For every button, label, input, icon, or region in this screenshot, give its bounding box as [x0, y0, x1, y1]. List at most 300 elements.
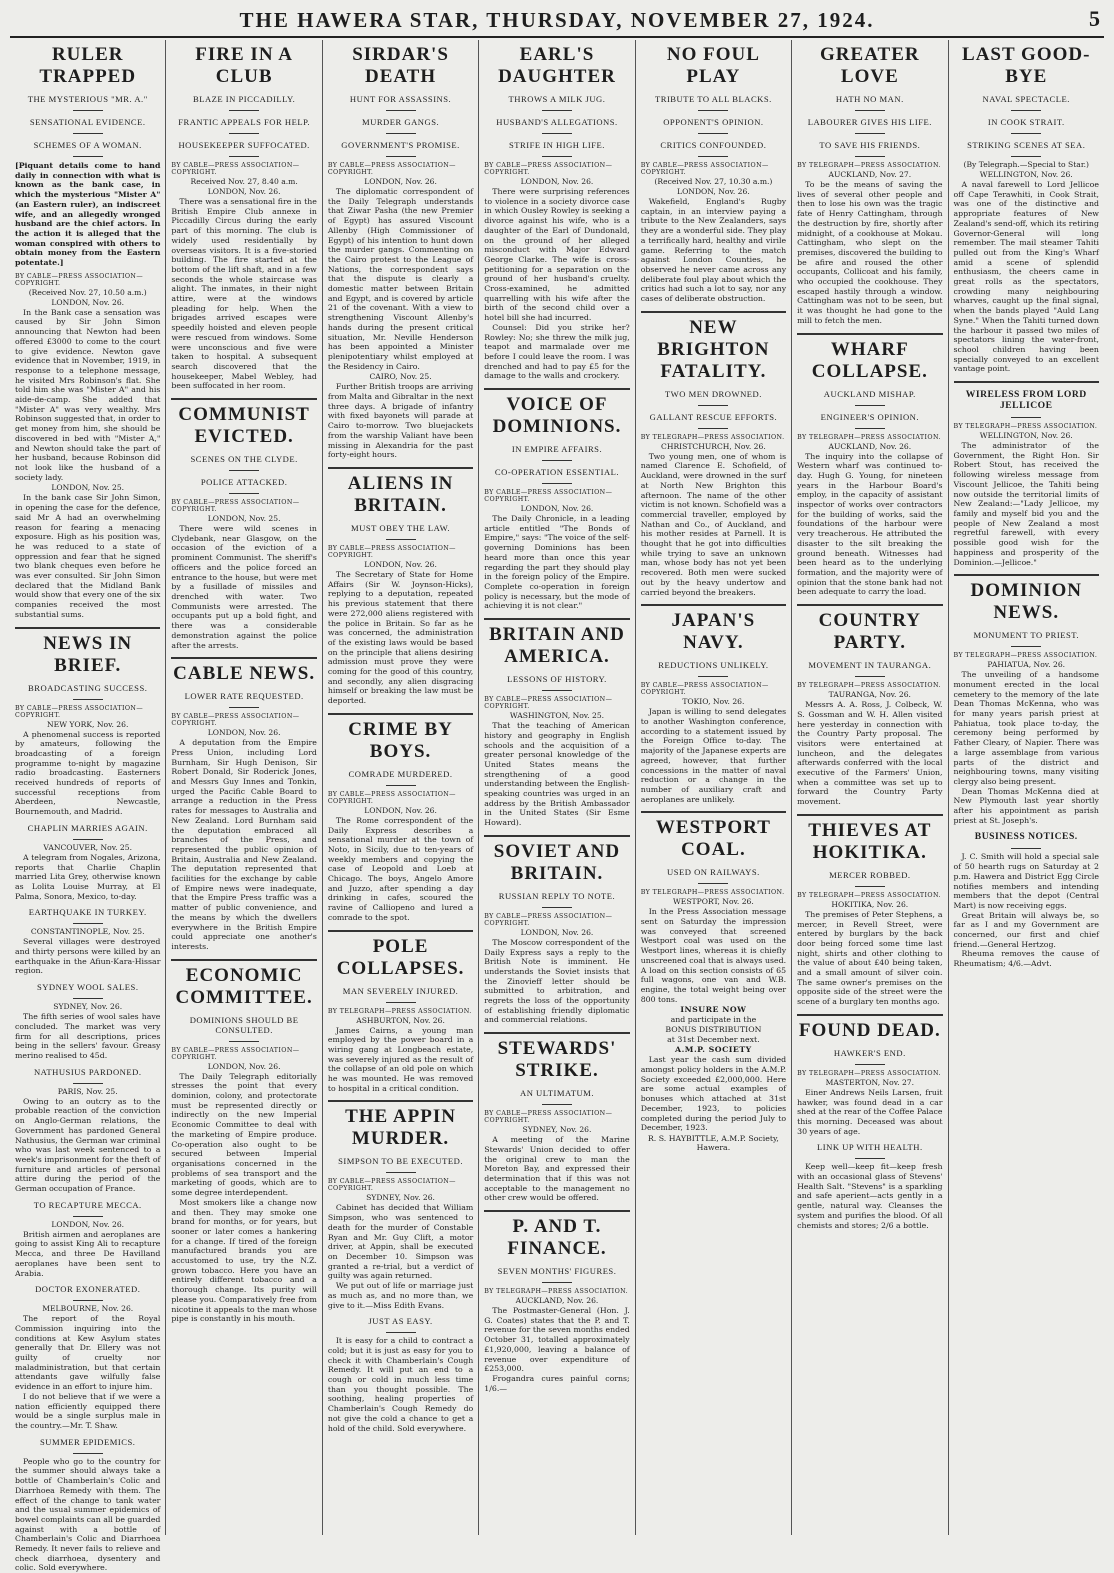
article-subhead: THROWS A MILK JUG. [508, 94, 606, 104]
column-rule [641, 811, 786, 813]
article-subhead: TRIBUTE TO ALL BLACKS. [654, 94, 772, 104]
article-subhead: RUSSIAN REPLY TO NOTE. [498, 890, 616, 901]
article-paragraph: Cabinet has decided that William Simpson, who was sentenced to death for the murder of Constable Ryan and Mr. Guy Clift, a motor driver, at Appin, shall be executed on December 10. Simpson was granted a re-trial, but a verdict of guilty was again returned. [327, 1203, 474, 1281]
article-paragraph: The Rome correspondent of the Daily Express describes a sensational murder at the town of Noto, in Sicily, due to ten-years of weekly members and copying the case of Leopold and Loeb at Chicago. The boys, Angelo Amore and Juzzo, after spending a day drinking in cafes, scoured the ravine of Calliopeno and lured a comrade to the spot. [327, 815, 474, 922]
short-rule [386, 539, 416, 540]
article-subhead: MAN SEVERELY INJURED. [342, 985, 459, 996]
article-subhead: OPPONENT'S OPINION. [663, 117, 764, 127]
article-headline: NEW BRIGHTON FATALITY. [657, 316, 770, 382]
dateline: BY CABLE—PRESS ASSOCIATION—COPYRIGHT. [327, 1178, 456, 1193]
article-paragraph: The administrator of the Government, the Right Hon. Sir Robert Stout, has received the following wireless message from Viscount Jellicoe, the Tahiti being now outside the territorial limits of New Zealand:—"Lady Jellicoe, my family and myself bid you and the people of New Zealand a most regretful farewell, with every possible good wish for the happiness and prosperity of the Dominion.—Jellicoe." [953, 441, 1099, 567]
dateline: BY TELEGRAPH—PRESS ASSOCIATION. [797, 433, 941, 441]
short-rule [698, 110, 728, 111]
short-rule [73, 110, 103, 111]
article-paragraph: It is easy for a child to contract a cold; but it is just as easy for you to check it with Chamberlain's Cough Remedy. It will put an end to a cough or cold in much less time than you thought possible. The soothing, healing properties of Chamberlain's Cough Remedy do not give the cold a chance to get a hold of the child. Sold everywhere. [327, 1336, 474, 1433]
dateline-place: Received Nov. 27, 8.40 a.m. [190, 177, 298, 186]
dateline: BY TELEGRAPH—PRESS ASSOCIATION. [484, 1288, 629, 1296]
article-subhead: MOVEMENT IN TAURANGA. [808, 660, 932, 671]
article-subhead: SCHEMES OF A WOMAN. [33, 140, 142, 150]
column-rule [954, 574, 1099, 576]
article-subhead: FRANTIC APPEALS FOR HELP. [178, 117, 311, 127]
dateline-place: LONDON, Nov. 26. [520, 927, 594, 937]
short-rule [229, 707, 259, 708]
dateline: BY CABLE—PRESS ASSOCIATION—COPYRIGHT. [327, 544, 456, 559]
article-subhead: AUCKLAND MISHAP. [823, 388, 916, 399]
short-rule [386, 133, 416, 134]
article-subhead: SYDNEY WOOL SALES. [36, 982, 139, 993]
column-6 [791, 40, 947, 1535]
short-rule [542, 110, 572, 111]
dateline: BY TELEGRAPH—PRESS ASSOCIATION. [327, 1007, 472, 1015]
column-5 [635, 40, 791, 1535]
article-paragraph: British airmen and aeroplanes are going to assist King Ali to recapture Mecca, and three De Havilland aeroplanes have been sent to Arabia. [15, 1229, 161, 1278]
article-headline: BRITAIN AND AMERICA. [489, 624, 625, 668]
short-rule [855, 110, 885, 111]
dateline-place: CAIRO, Nov. 25. [369, 372, 432, 382]
article-paragraph: The Postmaster-General (Hon. J. G. Coates) states that the P. and T. revenue for the seven months ended October 31, totalled approximately £1,920,000, leaving a balance of revenue over expenditure of £253,000. [484, 1306, 630, 1374]
column-4 [478, 40, 634, 1535]
short-rule [542, 460, 572, 461]
article-paragraph: That the teaching of American history and geography in English schools and the acquisition of a greater personal knowledge of the United States means the strengthening of a good understanding between the English-speaking countries was urged in an address by the British Ambassador in the United States (Sir Esme Howard). [484, 721, 630, 828]
dateline-place: AUCKLAND, Nov. 26. [515, 1296, 599, 1306]
article-headline: VOICE OF DOMINIONS. [492, 394, 622, 438]
article-subhead: TO RECAPTURE MECCA. [33, 1199, 142, 1210]
column-2 [165, 40, 321, 1535]
article-headline: FOUND DEAD. [798, 1019, 941, 1041]
article-paragraph: A meeting of the Marine Stewards' Union decided to offer the original crew to man the Moreton Bay, and expressed their determination that if this was not acceptable to the management no other crew would be offered. [484, 1135, 630, 1203]
dateline: BY CABLE—PRESS ASSOCIATION—COPYRIGHT. [327, 162, 456, 176]
short-rule [229, 470, 259, 471]
dateline: BY CABLE—PRESS ASSOCIATION—COPYRIGHT. [171, 713, 300, 728]
column-rule [171, 959, 316, 961]
article-paragraph: The premises of Peter Stephens, a mercer, in Revell Street, were entered by burglars by the back door being forced some time last night, shirts and other clothing to the value of about £40 being taken, and a small amount of silver coin. The same owner's premises on the opposite side of the street were the scene of a burglary ten months ago. [797, 909, 943, 1007]
article-subhead: AN ULTIMATUM. [519, 1088, 594, 1099]
dateline-place: CHRISTCHURCH, Nov. 26. [661, 441, 766, 451]
short-rule [386, 1332, 416, 1333]
article-subhead: ENGINEER'S OPINION. [820, 411, 920, 422]
dateline: BY TELEGRAPH—PRESS ASSOCIATION. [797, 682, 941, 690]
article-paragraph: People who go to the country for the summer should always take a bottle of Chamberlain's Colic and Diarrhoea Remedy with them. The effect of the change to tank water and the usual summer epidemics of bowel complaints can all be guarded against with a bottle of Chamberlain's Colic and Diarrhoea Remedy. It never fails to relieve and check diarrhoea, dysentery and colic. Sold everywhere. [15, 1456, 161, 1573]
column-7 [948, 40, 1104, 1535]
dateline-place: LONDON, Nov. 26. [520, 504, 594, 514]
advert-line: INSURE NOW [680, 1005, 747, 1015]
article-paragraph: A naval farewell to Lord Jellicoe off Cape Terawhiti, in Cook Strait, was one of the distinctive and appropriate features of New Zealand's send-off, which its retiring Governor-General will long remember. The mail steamer Tahiti pulled out from the King's Wharf amid a scene of splendid enthusiasm, the cheers came in great rolls as the spectators, crowding many neighbouring wharves, caught up the final signal, when the bands played "Auld Lang Syne." When the Tahiti turned down the harbour it passed two miles of spectators lining the water-front, school children having been specially conveyed to an excellent vantage point. [953, 180, 1099, 374]
dateline-place: LONDON, Nov. 26. [51, 297, 125, 307]
article-paragraph: Frogandra cures painful corns; 1/6.— [484, 1374, 630, 1393]
article-paragraph: Messrs A. A. Ross, J. Colbeck, W. S. Gossman and W. H. Allen visited here yesterday in connection with the Country Party proposal. The visitors were entertained at luncheon, and the delegates afterwards conferred with the local executive of the Farmers' Union, when a committee was set up to forward the Country Party movement. [797, 700, 943, 807]
article-headline: NEWS IN BRIEF. [43, 632, 133, 676]
dateline: BY CABLE—PRESS ASSOCIATION—COPYRIGHT. [640, 162, 769, 176]
article-headline: GREATER LOVE [820, 44, 920, 87]
short-rule [386, 156, 416, 157]
short-rule [73, 1300, 103, 1301]
article-headline: WESTPORT COAL. [655, 817, 771, 861]
article-subhead: THE MYSTERIOUS "MR. A." [27, 94, 148, 104]
article-subhead: POLICE ATTACKED. [200, 477, 288, 488]
article-paragraph: Owing to an outcry as to the probable reaction of the conviction on Anglo-German relations, the Government has pardoned General Nathusius, the German war criminal who was last week sentenced to a week's imprisonment for the theft of furniture and articles of personal attire during the period of the German occupation of France. [15, 1096, 161, 1194]
article-paragraph: Einer Andrews Neils Larsen, fruit hawker, was found dead in a car shed at the rear of the Coffee Palace this morning. Deceased was about 30 years of age. [797, 1087, 943, 1136]
article-paragraph: A deputation from the Empire Press Union, including Lord Burnham, Sir Hugh Denison, Sir Robert Donald, Sir Roderick Jones, and Messrs Guy Innes and Tonkin, urged the Pacific Cable Board to arrange a reduction in the Press rates for messages to Australia and New Zealand. Lord Burnham said the deputation embraced all branches of the Press, and represented the public opinion of Britain, Australia and New Zealand. The deputation represented that facilities for the exchange by cable of Empire news were inadequate, that the Empire Press traffic was a matter of public convenience, and the means by which the dwellers everywhere in the British Empire could appreciate one another's interests. [171, 738, 317, 951]
short-rule [542, 1282, 572, 1283]
article-paragraph: The fifth series of wool sales have concluded. The market was very firm for all descriptions, prices being in the sellers' favour. Greasy merino realised to 45d. [15, 1012, 161, 1060]
short-rule [386, 1172, 416, 1173]
short-rule [855, 1064, 885, 1065]
article-subhead: IN EMPIRE AFFAIRS. [511, 444, 603, 455]
dateline-place: (Received Nov. 27, 10.50 a.m.) [28, 287, 147, 297]
short-rule [1011, 646, 1041, 647]
masthead-rule [10, 36, 1104, 38]
dateline-place: LONDON, Nov. 26. [207, 728, 281, 738]
dateline-place: AUCKLAND, Nov. 27. [828, 170, 912, 179]
dateline: BY TELEGRAPH—PRESS ASSOCIATION. [640, 889, 785, 897]
short-rule [698, 883, 728, 884]
article-paragraph: There were wild scenes in Clydebank, near Glasgow, on the occasion of the eviction of a prominent Communist. The sheriff's officers and the police forced an entrance to the house, but were met by a fusillade of missiles and drenched with water. Two Communists were arrested. The occupants put up a bold fight, and there was a considerable demonstration against the police after the arrests. [171, 524, 317, 650]
dateline-place: WESTPORT, Nov. 26. [672, 897, 754, 907]
short-rule [698, 405, 728, 406]
article-subhead: MONUMENT TO PRIEST. [973, 630, 1080, 641]
article-paragraph: The Daily Telegraph editorially stresses the point that every dominion, colony, and protectorate must be represented directly or indirectly on the new Imperial Economic Committee to deal with the marketing of Empire produce. Co-operation also ought to be secured between Imperial organisations concerned in the problems of sea transport and the marketing of goods, which are to some degree interdependent. [171, 1071, 317, 1198]
article-subhead: BLAZE IN PICCADILLY. [192, 94, 296, 104]
short-rule [229, 493, 259, 494]
dateline-place: AUCKLAND, Nov. 26. [828, 441, 912, 451]
short-rule [229, 156, 259, 157]
article-paragraph: To be the means of saving the lives of several other people and then to lose his own was the tragic fate of Henry Cattingham, through the destruction by fire, shortly after midnight, of a cookhouse at Mokau. Cattingham, who slept on the premises, discovered the building to be afire and roused the other occupants, Collicoat and his family, who occupied the cookhouse. They escaped hastily through a window. Cattingham was not to be seen, but it was thought he had gone to the mill to fetch the men. [797, 180, 943, 325]
article-subhead: HUSBAND'S ALLEGATIONS. [496, 117, 618, 127]
article-headline: CABLE NEWS. [173, 663, 316, 685]
dateline-place: LONDON, Nov. 26. [207, 187, 281, 196]
article-paragraph: The unveiling of a handsome monument erected in the local cemetery to the memory of the late Dean Thomas McKenna, who was for many years parish priest at Pahiatua, took place to-day, the ceremony being performed by Father Cleary, of Napier. There was a large assemblage from various parts of the district and neighbouring towns, many visiting clergy also being present. [953, 670, 1099, 786]
advert-line: BONUS DISTRIBUTION [665, 1025, 762, 1035]
article-subhead: LESSONS OF HISTORY. [507, 674, 607, 685]
article-paragraph: The inquiry into the collapse of Western wharf was continued to-day. Hugh G. Young, for nineteen years in the Harbour Board's employ, in the capacity of assistant inspector of works over contractors for the building of works, said the foundations of the harbour were very treacherous. He attributed the disaster to the silt breaking the ground beneath. Witnesses had been heard as to the underlying formation, and the majority were of opinion that the stone bank had not been adequate to carry the load. [797, 451, 943, 597]
article-subhead: MERCER ROBBED. [829, 869, 911, 880]
article-subhead: SUMMER EPIDEMICS. [40, 1436, 136, 1447]
short-rule [73, 1083, 103, 1084]
article-paragraph: Counsel: Did you strike her? Rowley: No; she threw the milk jug, teapot and marmalade over me before I could leave the room. I was drenched and had to pay £5 for the damage to the walls and crockery. [484, 322, 630, 381]
article-paragraph: James Cairns, a young man employed by the power board in a wiring gang at Longbeach estate, was severely injured as the result of the collapse of an old pole on which he was mounted. He was removed to hospital in a critical condition. [327, 1025, 474, 1093]
article-subhead: HOUSEKEEPER SUFFOCATED. [178, 140, 310, 150]
column-1 [10, 40, 165, 1573]
short-rule [698, 676, 728, 677]
article-subhead: SEVEN MONTHS' FIGURES. [497, 1266, 617, 1277]
article-headline: LAST GOOD-BYE [962, 44, 1091, 87]
article-paragraph: Most smokers like a change now and then. They may smoke one brand for months, or for years, but sooner or later comes a hankering for a change. If tired of the foreign manufactured brands you are accustomed to use, try the N.Z. grown tobacco. Here you have an entirely different tobacco and a thorough change. Its purity will please you. Comparatively free from nicotine it appeals to the man whose pipe is constantly in his mouth. [171, 1197, 317, 1324]
dateline: BY TELEGRAPH—PRESS ASSOCIATION. [797, 1069, 941, 1077]
short-rule [73, 699, 103, 700]
short-rule [73, 923, 103, 924]
article-paragraph: Wakefield, England's Rugby captain, in an interview paying a tribute to the New Zealanders, says they are a wonderful side. They play a terrifically hard, healthy and virile game. Referring to the match against London Counties, he observed he never came across any deliberate foul play about which the critics had such a lot to say, nor any cases of deliberate obstruction. [640, 197, 787, 304]
short-rule [73, 1453, 103, 1454]
article-subhead: CO-OPERATION ESSENTIAL. [494, 467, 620, 478]
article-paragraph: A telegram from Nogales, Arizona, reports that Charlie Chaplin married Lita Grey, otherwise known as Lolita Louise Murray, at El Palma, Sonora, Mexico, to-day. [15, 852, 161, 901]
article-subhead: LINK UP WITH HEALTH. [817, 1142, 923, 1153]
column-rule [15, 627, 160, 629]
dateline: BY CABLE—PRESS ASSOCIATION—COPYRIGHT. [484, 489, 613, 504]
article-subhead: STRIKING SCENES AT SEA. [967, 140, 1086, 150]
dateline: BY CABLE—PRESS ASSOCIATION—COPYRIGHT. [484, 162, 613, 176]
article-subhead: MUST OBEY THE LAW. [351, 522, 451, 533]
article-headline: COUNTRY PARTY. [818, 610, 922, 654]
article-subhead: CRITICS CONFOUNDED. [660, 140, 767, 150]
short-rule [855, 676, 885, 677]
column-rule [171, 398, 316, 400]
short-rule [73, 1216, 103, 1217]
dateline-place: WASHINGTON, Nov. 25. [509, 711, 605, 721]
article-headline: NO FOUL PLAY [666, 44, 760, 87]
advert-line: at 31st December next. [667, 1035, 760, 1045]
article-subhead: TO SAVE HIS FRIENDS. [819, 140, 921, 150]
article-headline: RULER TRAPPED [39, 44, 137, 87]
article-headline: DOMINION NEWS. [970, 580, 1082, 624]
short-rule [1011, 156, 1041, 157]
dateline-place: MASTERTON, Nov. 27. [825, 1077, 915, 1087]
column-3 [322, 40, 478, 1535]
dateline: BY CABLE—PRESS ASSOCIATION—COPYRIGHT. [640, 682, 769, 697]
column-rule [797, 604, 942, 606]
short-rule [73, 839, 103, 840]
short-rule [1011, 848, 1041, 849]
short-rule [855, 1158, 885, 1159]
dateline: BY CABLE—PRESS ASSOCIATION—COPYRIGHT. [171, 499, 300, 514]
short-rule [542, 156, 572, 157]
dateline-place: LONDON, Nov. 26. [520, 177, 594, 186]
short-rule [386, 785, 416, 786]
article-lead: [Piquant details come to hand daily in connection with what is known as the bank case, in which the mysterious "Mister A" (an Eastern ruler), an indiscreet wife, and an allegedly wronged husband are the chief actors. In the action it is alleged that the woman conspired with others to obtain money from the Eastern potentate.] [15, 161, 161, 268]
column-rule [328, 467, 473, 469]
article-paragraph: Several villages were destroyed and thirty persons were killed by an earthquake in the Afiun-Kara-Hissar region. [15, 937, 161, 976]
dateline-place: MELBOURNE, Nov. 26. [42, 1304, 134, 1314]
article-subhead: STRIFE IN HIGH LIFE. [509, 140, 605, 150]
article-subhead: MURDER GANGS. [361, 117, 440, 127]
column-rule [797, 333, 942, 335]
article-paragraph: In the Bank case a sensation was caused by Sir John Simon announcing that Newton had been offered £3000 to come to the court to give evidence. Newton gave evidence that in November, 1919, in response to a telephone message, he visited Mrs Robinson's flat. She told him she was "Mister A" and his aide-de-camp. She added that "Mister A" was very wealthy. Mrs Robinson suggested that, in order to get money from him, she should be discovered in bed with "Mister A," and Newton should take the part of her husband, because Robinson did not look like the husband of a society lady. [15, 307, 161, 482]
article-paragraph: I do not believe that if we were a nation efficiently equipped there would be a single surplus male in the country.—Mr. T. Shaw. [15, 1391, 161, 1430]
dateline-place: TOKIO, Nov. 26. [682, 697, 745, 707]
short-rule [698, 428, 728, 429]
article-paragraph: The Moscow correspondent of the Daily Express says a reply to the British Note is imminent. He understands the Soviet insists that the Zinovieff letter should be submitted to arbitration, and regrets the loss of the opportunity of establishing friendly diplomatic and commercial relations. [484, 937, 630, 1025]
article-headline: ECONOMIC COMMITTEE. [175, 964, 313, 1008]
dateline: BY CABLE—PRESS ASSOCIATION—COPYRIGHT. [171, 162, 300, 176]
short-rule [698, 156, 728, 157]
article-subhead: GOVERNMENT'S PROMISE. [341, 140, 460, 150]
article-headline: CRIME BY BOYS. [348, 718, 453, 762]
dateline: BY TELEGRAPH—PRESS ASSOCIATION. [797, 891, 941, 899]
short-rule [855, 428, 885, 429]
article-headline: STEWARDS' STRIKE. [497, 1038, 617, 1082]
dateline: BY CABLE—PRESS ASSOCIATION—COPYRIGHT. [15, 272, 144, 287]
article-paragraph: A phenomenal success is reported by amateurs, following the broadcasting of a foreign programme to-night by magazine radio broadcasting. Easterners received hundreds of reports of successful receptions from Aberdeen, Newcastle, Bournemouth, and Madrid. [15, 729, 161, 817]
dateline-place: WELLINGTON, Nov. 26. [979, 431, 1073, 441]
short-rule [229, 1041, 259, 1042]
column-rule [641, 604, 786, 606]
column-rule [484, 618, 629, 620]
article-subhead: HUNT FOR ASSASSINS. [349, 94, 452, 104]
article-subhead: SCENES ON THE CLYDE. [190, 454, 298, 465]
article-paragraph: There was a sensational fire in the British Empire Club annexe in Piccadilly Circus during the early part of this morning. The club is widely used residentially by overseas visitors. It is a five-storied building. The fire started at the bottom of the lift shaft, and in a few seconds the whole staircase was alight. The inmates, in their night attire, were at the windows pleading for help. When the brigades arrived escapes were speedily hoisted and eleven people were rescued from windows. Some were unconscious and five were taken to hospital. A subsequent search discovered that the housekeeper, Mabel Webley, had been suffocated in her room. [171, 197, 317, 391]
article-paragraph: There were surprising references to violence in a society divorce case in which Ousley Rowley is seeking a divorce against his wife, who is a daughter of the Earl of Dundonald, on the ground of her alleged misconduct with Major Edward George Clarke. The wife is cross-petitioning for a separation on the ground of her husband's cruelty. Cross-examined, he admitted quarrelling with his wife after the birth of the second child over a hotel bill she had incurred. [484, 187, 630, 323]
article-subhead: TWO MEN DROWNED. [664, 388, 762, 399]
dateline-place: LONDON, Nov. 25. [207, 514, 281, 524]
dateline: BY TELEGRAPH—PRESS ASSOCIATION. [953, 652, 1098, 660]
article-paragraph: Last year the cash sum divided amongst policy holders in the A.M.P. Society exceeded £2,000,000. Here are some actual examples of bonuses which attached at 31st December, 1923, to policies completed during the period July to December, 1923. [640, 1055, 787, 1133]
dateline-place: LONDON, Nov. 26. [677, 187, 750, 196]
dateline-place: PAHIATUA, Nov. 26. [987, 660, 1066, 670]
short-rule [73, 998, 103, 999]
dateline-place: SYDNEY, Nov. 26. [522, 1125, 592, 1135]
short-rule [542, 907, 572, 908]
dateline-place: LONDON, Nov. 25. [51, 483, 125, 493]
dateline-place: HOKITIKA, Nov. 26. [831, 899, 909, 909]
dateline: BY TELEGRAPH—PRESS ASSOCIATION. [640, 433, 785, 441]
advert-line: and participate in the [670, 1015, 757, 1025]
article-paragraph: Further British troops are arriving from Malta and Gibraltar in the next three days. A brigade of infantry with fixed bayonets will parade at Cairo to-morrow. Two bluejackets from the warship Valiant have been missing in Alexandria for the past forty-eight hours. [327, 382, 474, 460]
column-rule [484, 1210, 629, 1212]
article-headline: WHARF COLLAPSE. [811, 338, 928, 382]
article-subhead: DOMINIONS SHOULD BE CONSULTED. [189, 1014, 299, 1035]
short-rule [542, 1104, 572, 1105]
dateline: BY CABLE—PRESS ASSOCIATION—COPYRIGHT. [15, 704, 144, 719]
short-rule [855, 886, 885, 887]
article-headline: THE APPIN MURDER. [345, 1106, 456, 1150]
article-paragraph: The Daily Chronicle, in a leading article entitled "The Bonds of Empire," says: "The voice of the self-governing Dominions has been heard more than once this year regarding the part they should play in the foreign policy of the Empire. Complete co-operation in foreign policy is necessary, but the mode of achieving it is not clear." [484, 514, 630, 611]
short-rule [1011, 417, 1041, 418]
article-subhead: COMRADE MURDERED. [348, 768, 453, 779]
newspaper-columns [10, 40, 1104, 1573]
dateline-place: LONDON, Nov. 26. [364, 805, 437, 815]
short-rule [229, 133, 259, 134]
article-subhead: NATHUSIUS PARDONED. [33, 1066, 142, 1077]
article-paragraph: Two young men, one of whom is named Clarence E. Schofield, of Auckland, were drowned in the surf at North New Brighton this afternoon. The name of the other victim is not known. Schofield was a commercial traveller, employed by Nathan and Co., of Auckland, and his mother resides at Parnell. It is thought that he got into difficulties while trying to save an unknown man, whose body has not yet been recovered. Both men were sucked out by the heavy undertow and carried beyond the breakers. [640, 451, 787, 597]
short-rule [542, 690, 572, 691]
dateline-place: LONDON, Nov. 26. [364, 177, 437, 186]
article-headline: FIRE IN A CLUB [195, 44, 293, 87]
dateline-place: (Received Nov. 27, 10.30 a.m.) [654, 177, 773, 186]
article-paragraph: Keep well—keep fit—keep fresh with an occasional glass of Stevens' Health Salt. "Stevens" is a sparkling and safe aperient—acts gently in a gentle, natural way. Cleanses the system and purifies the blood. Of all chemists and stores; 2/6 a bottle. [797, 1162, 943, 1230]
dateline: BY TELEGRAPH—PRESS ASSOCIATION. [797, 162, 941, 169]
column-rule [641, 311, 786, 313]
column-rule [328, 713, 473, 715]
article-subhead: NAVAL SPECTACLE. [982, 94, 1070, 104]
article-subhead: SENSATIONAL EVIDENCE. [29, 117, 146, 127]
advert-line: R. S. HAYBITTLE, A.M.P. Society, Hawera. [647, 1133, 779, 1152]
short-rule [386, 1002, 416, 1003]
article-subhead: REDUCTIONS UNLIKELY. [658, 660, 769, 671]
article-subhead: BUSINESS NOTICES. [974, 831, 1078, 843]
dateline: BY CABLE—PRESS ASSOCIATION—COPYRIGHT. [484, 696, 613, 711]
article-headline: JAPAN'S NAVY. [671, 610, 756, 654]
dateline: BY TELEGRAPH—PRESS ASSOCIATION. [953, 423, 1098, 431]
article-subhead: LOWER RATE REQUESTED. [184, 691, 304, 702]
article-paragraph: Great Britain will always be, so far as I and my Government are concerned, our first and chief friend.—General Hertzog. [953, 910, 1099, 949]
short-rule [542, 133, 572, 134]
dateline-place: SYDNEY, Nov. 26. [366, 1193, 435, 1203]
article-headline: SIRDAR'S DEATH [352, 44, 449, 87]
dateline-place: TAURANGA, Nov. 26. [828, 690, 911, 700]
column-rule [797, 814, 942, 816]
dateline-place: CONSTANTINOPLE, Nov. 25. [30, 927, 145, 937]
article-subhead: CHAPLIN MARRIES AGAIN. [27, 822, 148, 833]
dateline-place: LONDON, Nov. 26. [51, 1219, 125, 1229]
dateline-place: (By Telegraph.—Special to Star.) [963, 160, 1089, 169]
article-headline: THIEVES AT HOKITIKA. [808, 819, 932, 863]
short-rule [386, 110, 416, 111]
dateline-place: NEW YORK, Nov. 26. [47, 719, 129, 729]
article-subhead: BROADCASTING SUCCESS. [28, 682, 148, 693]
dateline-place: LONDON, Nov. 26. [364, 559, 437, 569]
article-paragraph: The Secretary of State for Home Affairs (Sir W. Joynson-Hicks), replying to a deputation, repeated his previous statement that there were 272,000 aliens registered with the police in Britain. So far as he was concerned, the administration of the existing laws would be based on the principle that aliens desiring admission must prove they were coming for the good of this country, and secondly, any alien disgracing himself or breaking the law must be deported. [327, 569, 474, 706]
article-headline: POLE COLLAPSES. [336, 935, 465, 979]
article-headline: EARL'S DAUGHTER [498, 44, 616, 87]
article-paragraph: Japan is willing to send delegates to another Washington conference, according to a statement issued by the Foreign Office to-day. The majority of the Japanese experts are agreed, however, that further concessions in the matter of naval reduction or a change in the number of auxiliary craft and aeroplanes are unlikely. [640, 707, 787, 804]
article-subhead: GALLANT RESCUE EFFORTS. [649, 411, 778, 422]
article-subhead: SIMPSON TO BE EXECUTED. [338, 1156, 463, 1167]
article-paragraph: In the Press Association message sent on Saturday the impression was conveyed that screened Westport coal was used on the Westport lines, whereas it is chiefly unscreened coal that is always used. A load on this section consists of 65 full wagons, one van and W.B. engine, the total weight being over 800 tons. [640, 907, 787, 1004]
article-headline: COMMUNIST EVICTED. [178, 404, 310, 448]
column-rule [484, 835, 629, 837]
dateline: BY CABLE—PRESS ASSOCIATION—COPYRIGHT. [327, 790, 456, 805]
short-rule [542, 483, 572, 484]
article-paragraph: Dean Thomas McKenna died at New Plymouth last year shortly after his appointment as parish priest at St. Joseph's. [953, 786, 1099, 825]
short-rule [698, 133, 728, 134]
article-subhead: LABOURER GIVES HIS LIFE. [807, 117, 932, 127]
masthead [0, 0, 1114, 40]
dateline-place: LONDON, Nov. 26. [207, 1061, 281, 1071]
article-subhead: EARTHQUAKE IN TURKEY. [28, 907, 147, 918]
article-paragraph: In the bank case Sir John Simon, in opening the case for the defence, said Mr A had an overwhelming reason for fearing a menacing exposure. High as his position was, he was reduced to a state of oppression and fear that he signed two blank cheques even before he was ever consulted. Sir John Simon declared that the Midland Bank would show that every one of the six companies received the most substantial sums. [15, 493, 161, 619]
short-rule [73, 133, 103, 134]
column-rule [797, 1014, 942, 1016]
short-rule [855, 405, 885, 406]
short-rule [855, 133, 885, 134]
dateline-place: SYDNEY, Nov. 26. [53, 1002, 123, 1012]
short-rule [1011, 133, 1041, 134]
dateline-place: ASHBURTON, Nov. 26. [356, 1015, 445, 1025]
article-subhead: HAWKER'S END. [833, 1047, 906, 1058]
short-rule [855, 156, 885, 157]
article-paragraph: The report of the Royal Commission inquiring into the conditions at Kew Asylum states generally that Dr. Ellery was not guilty of cruelty nor maladministration, but that certain attendants gave wilfully false evidence in an effort to injure him. [15, 1314, 161, 1392]
page-number: 5 [1089, 6, 1100, 31]
column-rule [171, 657, 316, 659]
article-paragraph: Rheuma removes the cause of Rheumatism; 4/6.—Advt. [953, 949, 1099, 969]
article-subhead: IN COOK STRAIT. [987, 117, 1065, 127]
article-subhead: JUST AS EASY. [368, 1316, 433, 1327]
dateline-place: WELLINGTON, Nov. 26. [979, 170, 1073, 179]
short-rule [229, 110, 259, 111]
dateline: BY CABLE—PRESS ASSOCIATION—COPYRIGHT. [171, 1046, 300, 1061]
short-rule [1011, 110, 1041, 111]
column-rule [328, 930, 473, 932]
column-rule [954, 381, 1099, 383]
article-subhead: DOCTOR EXONERATED. [35, 1284, 141, 1295]
masthead-title: THE HAWERA STAR, THURSDAY, NOVEMBER 27, 1924. [239, 8, 875, 32]
advert-line: A.M.P. SOCIETY [675, 1045, 752, 1055]
column-rule [484, 388, 629, 390]
column-rule [328, 1100, 473, 1102]
dateline: BY CABLE—PRESS ASSOCIATION—COPYRIGHT. [484, 912, 613, 927]
dateline-place: PARIS, Nov. 25. [57, 1086, 118, 1096]
article-paragraph: J. C. Smith will hold a special sale of 50 hearth rugs on Saturday at 2 p.m. Hawera and District Egg Circle notifies members and intending members that the depot (Central Mart) is now receiving eggs. [953, 852, 1099, 910]
article-headline: ALIENS IN BRITAIN. [347, 472, 454, 516]
article-paragraph: The diplomatic correspondent of the Daily Telegraph understands that Ziwar Pasha (the new Premier of Egypt) has assured Viscount Allenby (High Commissioner of Egypt) of his intention to hunt down the murder gangs. Commenting on the Cairo protest to the League of Nations, the correspondent says that the dispute is clearly a domestic matter between Britain and Egypt, and is covered by article 21 of the covenant. With a view to strengthening Viscount Allenby's hands during the present critical situation, Mr. Neville Henderson has been appointed a Minister plenipotentiary whilst employed at the Residency in Cairo. [327, 187, 474, 371]
article-subhead: USED ON RAILWAYS. [667, 867, 760, 878]
dateline-place: VANCOUVER, Nov. 25. [43, 842, 133, 852]
column-rule [484, 1032, 629, 1034]
short-rule [73, 156, 103, 157]
article-paragraph: We put out of life or marriage just as much as, and no more than, we give to it.—Miss Edith Evans. [327, 1281, 474, 1310]
dateline: BY CABLE—PRESS ASSOCIATION—COPYRIGHT. [484, 1110, 613, 1125]
article-subhead: HATH NO MAN. [835, 94, 904, 104]
article-subhead: WIRELESS FROM LORD JELLICOE [965, 389, 1087, 412]
